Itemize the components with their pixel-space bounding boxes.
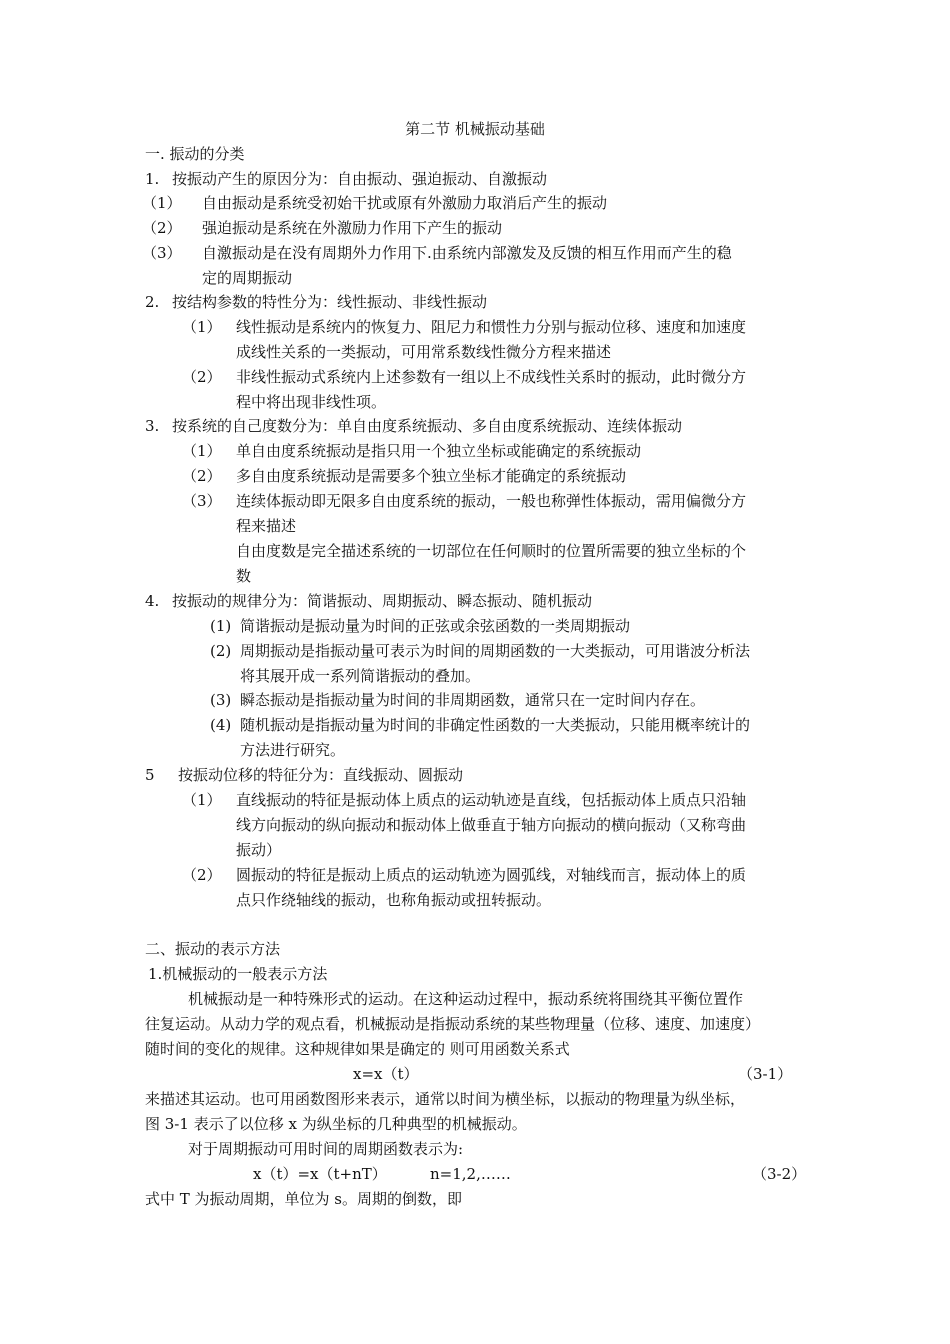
category-title: 按振动的规律分为：简谐振动、周期振动、瞬态振动、随机振动 <box>172 592 593 610</box>
subitem-text: 圆振动的特征是振动上质点的运动轨迹为圆弧线，对轴线而言，振动体上的质 <box>236 866 747 884</box>
subitem-text: 自由振动是系统受初始干扰或原有外激励力取消后产生的振动 <box>202 194 608 212</box>
equation-expression: x（t）=x（t+nT） <box>253 1165 387 1183</box>
subitem-text-continued: 定的周期振动 <box>202 269 293 287</box>
subitem-text-continued: 将其展开成一系列简谐振动的叠加。 <box>240 667 481 685</box>
subitem-text-continued: 振动） <box>236 841 282 859</box>
item-number: 3. <box>145 417 160 435</box>
subitem-text-continued: 程来描述 <box>236 517 297 535</box>
subitem-text: 自激振动是在没有周期外力作用下.由系统内部激发及反馈的相互作用而产生的稳 <box>202 244 732 262</box>
subheading: 1.机械振动的一般表示方法 <box>148 965 328 983</box>
subitem-number: （2） <box>182 467 222 485</box>
subitem-number: （1） <box>182 318 222 336</box>
item-number: 2. <box>145 293 160 311</box>
note-text: 自由度数是完全描述系统的一切部位在任何顺时的位置所需要的独立坐标的个 <box>236 542 747 560</box>
subitem-text: 简谐振动是振动量为时间的正弦或余弦函数的一类周期振动 <box>240 617 631 635</box>
subitem-text-continued: 成线性关系的一类振动，可用常系数线性微分方程来描述 <box>236 343 612 361</box>
subitem-text: 多自由度系统振动是需要多个独立坐标才能确定的系统振动 <box>236 467 627 485</box>
subitem-text-continued: 程中将出现非线性项。 <box>236 393 387 411</box>
subitem-number: （1） <box>182 791 222 809</box>
subitem-number: (2) <box>210 642 232 660</box>
subitem-text: 非线性振动式系统内上述参数有一组以上不成线性关系时的振动，此时微分方 <box>236 368 747 386</box>
subitem-text: 随机振动是指振动量为时间的非确定性函数的一大类振动，只能用概率统计的 <box>240 716 751 734</box>
subitem-text: 周期振动是指振动量可表示为时间的周期函数的一大类振动，可用谐波分析法 <box>240 642 751 660</box>
section-title: 第二节 机械振动基础 <box>405 120 545 138</box>
subitem-number: （1） <box>182 442 222 460</box>
item-number: 5 <box>145 766 155 784</box>
heading-classification: 一. 振动的分类 <box>145 145 245 163</box>
item-number: 4. <box>145 592 160 610</box>
paragraph-line: 图 3-1 表示了以位移 x 为纵坐标的几种典型的机械振动。 <box>145 1115 527 1133</box>
subitem-text-continued: 线方向振动的纵向振动和振动体上做垂直于轴方向振动的横向振动（又称弯曲 <box>236 816 747 834</box>
paragraph-line: 往复运动。从动力学的观点看，机械振动是指振动系统的某些物理量（位移、速度、加速度） <box>145 1015 761 1033</box>
subitem-text: 连续体振动即无限多自由度系统的振动，一般也称弹性体振动，需用偏微分方 <box>236 492 747 510</box>
paragraph-line: 随时间的变化的规律。这种规律如果是确定的 则可用函数关系式 <box>145 1040 570 1058</box>
paragraph-line: 对于周期振动可用时间的周期函数表示为: <box>188 1140 464 1158</box>
subitem-number: （2） <box>182 368 222 386</box>
subitem-number: （3） <box>142 244 182 262</box>
subitem-number: （2） <box>142 219 182 237</box>
category-title: 按振动位移的特征分为：直线振动、圆振动 <box>178 766 464 784</box>
subitem-text: 线性振动是系统内的恢复力、阻尼力和惯性力分别与振动位移、速度和加速度 <box>236 318 747 336</box>
subitem-text: 瞬态振动是指振动量为时间的非周期函数，通常只在一定时间内存在。 <box>240 691 706 709</box>
paragraph-line: 机械振动是一种特殊形式的运动。在这种运动过程中，振动系统将围绕其平衡位置作 <box>188 990 744 1008</box>
note-text-continued: 数 <box>236 567 252 585</box>
paragraph-line: 来描述其运动。也可用函数图形来表示，通常以时间为横坐标，以振动的物理量为纵坐标， <box>145 1090 746 1108</box>
subitem-text: 直线振动的特征是振动体上质点的运动轨迹是直线，包括振动体上质点只沿轴 <box>236 791 747 809</box>
equation-expression: x=x（t） <box>353 1065 419 1083</box>
category-title: 按结构参数的特性分为：线性振动、非线性振动 <box>172 293 488 311</box>
subitem-text-continued: 方法进行研究。 <box>240 741 346 759</box>
subitem-text: 强迫振动是系统在外激励力作用下产生的振动 <box>202 219 503 237</box>
category-title: 按振动产生的原因分为：自由振动、强迫振动、自激振动 <box>172 170 548 188</box>
heading-representation: 二、振动的表示方法 <box>145 940 281 958</box>
subitem-number: （1） <box>142 194 182 212</box>
subitem-text: 单自由度系统振动是指只用一个独立坐标或能确定的系统振动 <box>236 442 642 460</box>
category-title: 按系统的自己度数分为：单自由度系统振动、多自由度系统振动、连续体振动 <box>172 417 683 435</box>
equation-index: n=1,2,…… <box>430 1165 511 1183</box>
subitem-number: (1) <box>210 617 232 635</box>
item-number: 1. <box>145 170 160 188</box>
paragraph-line: 式中 T 为振动周期，单位为 s。周期的倒数，即 <box>145 1190 463 1208</box>
subitem-number: (3) <box>210 691 232 709</box>
subitem-text-continued: 点只作绕轴线的振动，也称角振动或扭转振动。 <box>236 891 552 909</box>
subitem-number: （3） <box>182 492 222 510</box>
equation-label: （3-2） <box>752 1165 807 1183</box>
subitem-number: (4) <box>210 716 232 734</box>
equation-label: （3-1） <box>738 1065 793 1083</box>
subitem-number: （2） <box>182 866 222 884</box>
